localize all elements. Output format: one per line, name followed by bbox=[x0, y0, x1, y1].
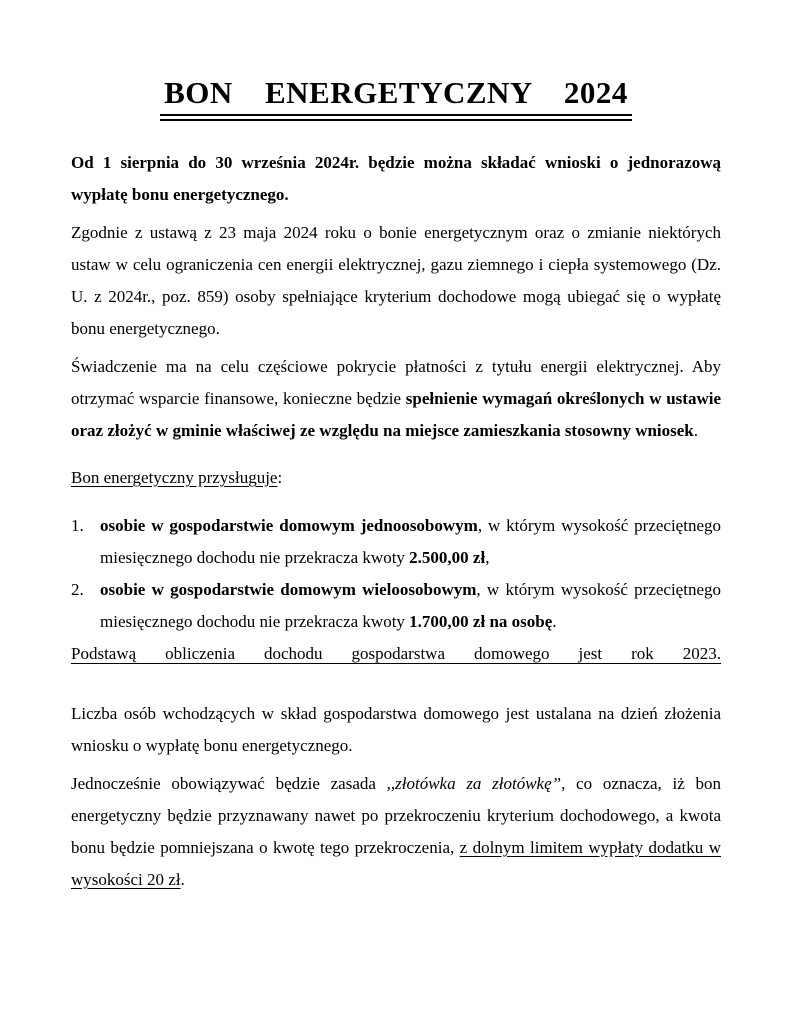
legal-basis-paragraph: Zgodnie z ustawą z 23 maja 2024 roku o bonie energetycznym oraz o zmianie niektórych ustaw w celu ograniczenia cen energii elektrycznej, gazu ziemnego i ciepła systemowego (Dz. U. z 2024r., poz. 859) osoby spełniające kryterium dochodowe mogą ubiegać się o wypłatę bonu energetycznego. bbox=[71, 223, 721, 338]
eligibility-list bbox=[71, 510, 721, 638]
zlotowka-rule-paragraph bbox=[71, 768, 721, 896]
rule-text-middle: , co oznacza, iż bon energetyczny będzie przyznawany nawet po przekroczeniu kryterium dochodowego, a kwota bonu będzie pomniejszana o kwotę tego przekroczenia, bbox=[71, 774, 721, 857]
list-item-normal-text: , w którym wysokość przeciętnego miesięcznego dochodu nie przekracza kwoty bbox=[100, 580, 721, 631]
household-size-paragraph: Liczba osób wchodzących w skład gospodarstwa domowego jest ustalana na dzień złożenia wniosku o wypłatę bonu energetycznego. bbox=[71, 704, 721, 755]
rule-quoted-phrase: ,,złotówka za złotówkę” bbox=[386, 774, 562, 793]
list-item-trailing-punct: , bbox=[485, 548, 490, 567]
purpose-text-period: . bbox=[693, 421, 699, 440]
purpose-text-normal: Świadczenie ma na celu częściowe pokrycie płatności z tytułu energii elektrycznej. Aby otrzymać wsparcie finansowe, konieczne będzie bbox=[71, 357, 721, 408]
income-basis-line: Podstawą obliczenia dochodu gospodarstwa domowego jest rok 2023. bbox=[71, 644, 721, 663]
list-item-single-household bbox=[71, 510, 721, 574]
eligibility-heading bbox=[71, 462, 721, 494]
purpose-paragraph bbox=[71, 351, 721, 447]
intro-paragraph: Od 1 sierpnia do 30 września 2024r. będzie można składać wnioski o jednorazową wypłatę bonu energetycznego. bbox=[71, 153, 721, 204]
list-item-multi-household bbox=[71, 574, 721, 638]
eligibility-heading-colon: : bbox=[277, 468, 283, 487]
list-item-bold-lead: osobie w gospodarstwie domowym jednoosobowym bbox=[100, 516, 478, 535]
list-item-bold-lead: osobie w gospodarstwie domowym wieloosobowym bbox=[100, 580, 477, 599]
document-title: BON ENERGETYCZNY 2024 bbox=[160, 75, 632, 121]
document-title-row bbox=[71, 75, 721, 121]
purpose-text-bold: spełnienie wymagań określonych w ustawie oraz złożyć w gminie właściwej ze względu na miejsce zamieszkania stosowny wniosek bbox=[71, 389, 722, 440]
rule-lower-limit-underlined: z dolnym limitem wypłaty dodatku w wysokości 20 zł bbox=[71, 838, 721, 889]
list-item-amount: 2.500,00 zł bbox=[409, 548, 486, 567]
list-item-trailing-punct: . bbox=[552, 612, 557, 631]
list-item-number: 1. bbox=[71, 516, 84, 535]
eligibility-heading-text: Bon energetyczny przysługuje bbox=[71, 468, 278, 487]
list-item-normal-text: , w którym wysokość przeciętnego miesięcznego dochodu nie przekracza kwoty bbox=[100, 516, 721, 567]
list-item-number: 2. bbox=[71, 580, 84, 599]
list-item-amount: 1.700,00 zł na osobę bbox=[409, 612, 553, 631]
rule-text-period: . bbox=[180, 870, 185, 889]
rule-text-lead: Jednocześnie obowiązywać będzie zasada bbox=[71, 774, 387, 793]
